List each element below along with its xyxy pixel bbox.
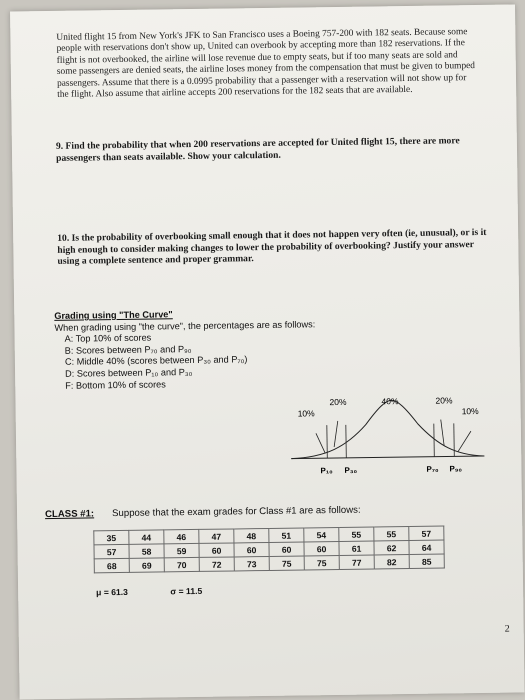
grade-cell: 61 <box>339 541 374 555</box>
arrow-right-20 <box>441 420 444 446</box>
grade-cell: 57 <box>409 526 444 540</box>
std-dev-value: σ = 11.5 <box>170 585 203 597</box>
grade-cell: 59 <box>164 543 199 557</box>
label-20-left: 20% <box>329 396 347 408</box>
grade-cell: 73 <box>234 556 269 570</box>
class1-label: CLASS #1: <box>44 508 95 521</box>
bell-curve-diagram <box>285 383 486 481</box>
grade-cell: 57 <box>94 544 129 558</box>
arrow-left-20 <box>334 421 338 447</box>
grade-cell: 47 <box>199 529 234 543</box>
arrow-right-10 <box>458 431 471 451</box>
grade-cell: 75 <box>304 555 339 569</box>
grade-cell: 44 <box>129 530 164 544</box>
intro-paragraph: United flight 15 from New York's JFK to San Francisco uses a Boeing 757-200 with 182 seats. Because some people with reservations don't show up, United can overbook by accepting more than 182 reservations. If the flight is not overbooked, the airline will lose revenue due to empty seats, but if too many seats are sold and some passengers are denied seats, the airline loses money from the compensation that must be given to bumped passengers. Assume that there is a 0.0995 probability that a passenger with a reservation will not show up for the flight. Also assume that airline accepts 200 reservations for the 182 seats that are available. <box>56 27 476 100</box>
curve-baseline <box>291 456 484 459</box>
question-10: 10. Is the probability of overbooking small enough that it does not happen very often (ie, unusual), or is it high enough to consider making changes to lower the probability of overbooking? Justify your answer using a complete sentence and proper grammar. <box>57 226 487 268</box>
grade-d: D: Scores between P₁₀ and P₃₀ <box>65 366 193 379</box>
grade-cell: 35 <box>94 530 129 544</box>
grade-cell: 48 <box>234 528 269 542</box>
label-p70: P₇₀ <box>426 464 439 474</box>
grade-cell: 54 <box>304 527 339 541</box>
grade-cell: 60 <box>234 542 269 556</box>
grade-cell: 58 <box>129 544 164 558</box>
class1-text: Suppose that the exam grades for Class #1 are as follows: <box>112 504 361 520</box>
grade-cell: 77 <box>339 555 374 569</box>
question-9: 9. Find the probability that when 200 reservations are accepted for United flight 15, there are more passengers than seats available. Show your calculation. <box>55 135 460 164</box>
grade-cell: 55 <box>374 527 409 541</box>
grade-cell: 70 <box>164 557 199 571</box>
grading-section <box>54 306 395 392</box>
grade-cell: 55 <box>339 527 374 541</box>
grade-cell: 60 <box>269 542 304 556</box>
grade-cell: 72 <box>199 557 234 571</box>
arrow-left-10 <box>316 433 325 453</box>
grades-table <box>93 526 445 574</box>
page-number: 2 <box>504 623 510 635</box>
grade-b: B: Scores between P₇₀ and P₉₀ <box>64 343 192 356</box>
grade-cell: 75 <box>269 556 304 570</box>
class1-stats <box>96 585 242 597</box>
label-p30: P₃₀ <box>344 465 358 475</box>
grade-cell: 64 <box>409 540 444 554</box>
label-10-right: 10% <box>461 406 479 417</box>
grade-cell: 62 <box>374 541 409 555</box>
grade-a: A: Top 10% of scores <box>64 332 152 344</box>
grade-cell: 68 <box>94 558 129 572</box>
bell-curve <box>290 396 484 459</box>
label-20-right: 20% <box>435 395 453 406</box>
label-p90: P₉₀ <box>449 464 463 474</box>
worksheet-page <box>10 4 525 699</box>
grade-cell: 69 <box>129 558 164 572</box>
grade-cell: 46 <box>164 529 199 543</box>
label-40: 40% <box>381 396 399 407</box>
grade-cell: 51 <box>269 528 304 542</box>
grade-cell: 60 <box>304 541 339 555</box>
grading-title: Grading using "The Curve" <box>54 309 173 321</box>
label-10-left: 10% <box>297 408 315 419</box>
grading-intro: When grading using "the curve", the percentages are as follows: <box>54 318 316 333</box>
mean-value: μ = 61.3 <box>96 586 128 598</box>
class1-heading <box>45 505 361 520</box>
grade-c: C: Middle 40% (scores between P₃₀ and P₇₀) <box>64 354 248 368</box>
grade-f: F: Bottom 10% of scores <box>65 378 166 391</box>
grade-cell: 82 <box>374 555 409 569</box>
grade-cell: 85 <box>409 554 444 568</box>
grade-cell: 60 <box>199 543 234 557</box>
label-p10: P₁₀ <box>320 466 333 476</box>
